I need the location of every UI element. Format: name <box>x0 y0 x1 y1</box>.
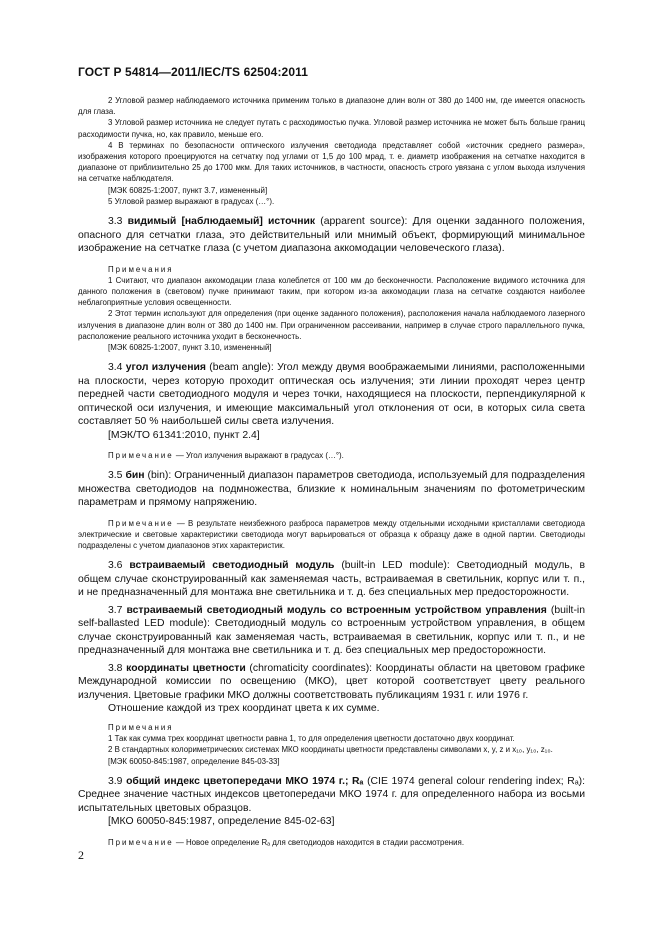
paragraph-text: — Угол излучения выражают в градусах (…°). <box>173 451 344 461</box>
paragraph <box>78 95 585 117</box>
term-definition <box>78 775 585 816</box>
note-label: Примечание <box>108 837 174 847</box>
paragraph-gap <box>78 207 585 215</box>
paragraph <box>78 744 585 755</box>
paragraph-text: [МЭК 60050-845:1987, определение 845-03-33] <box>108 756 280 766</box>
paragraph-text: (built-in self-ballasted LED module): Светодиодный модуль со встроенным устройством управления, в общем случае сконструированный как заменяемая часть, встраиваемая в светильник, корпус или т. п., и не предназначенный для монтажа вне светильника и т. д. без специальных мер предосторожности. <box>78 604 585 657</box>
term: встраиваемый светодиодный модуль со встроенным устройством управления <box>126 604 547 616</box>
page-header: ГОСТ Р 54814—2011/IEC/TS 62504:2011 <box>78 65 308 79</box>
paragraph <box>78 308 585 342</box>
paragraph-text: — Новое определение Rₐ для светодиодов находится в стадии рассмотрения. <box>173 837 465 847</box>
paragraph-text: (beam angle): Угол между двумя воображаемыми линиями, расположенными на плоскости, через которую проходит оптическая ось излучения; эти линии проходят через центр передней части светодиодного модуля и через точки, находящиеся на плоскости, перпендикулярной к оптической оси излучения, и имеющие максимальный угол отклонения от оси, в которых сила света составляет 50 % наибольшей силы света излучения. <box>78 362 585 428</box>
term: бин <box>125 470 145 482</box>
paragraph-text: 1 Так как сумма трех координат цветности равна 1, то для определения цветности достаточно двух координат. <box>108 734 515 744</box>
paragraph-gap <box>78 510 585 518</box>
paragraph <box>78 815 585 829</box>
paragraph <box>78 702 585 716</box>
paragraph-text: [МЭК 60825-1:2007, пункт 3.10, измененный] <box>108 342 272 352</box>
paragraph-text: (built-in LED module): Светодиодный модуль, в общем случае сконструированный как заменяемая часть, встраиваемая в светильник, корпус или т. п., и не предназначенный для монтажа вне светильника и т. д. без специальных мер предосторожности. <box>78 560 585 599</box>
note-label: Примечание <box>108 451 174 461</box>
paragraph <box>78 429 585 443</box>
term-definition <box>78 604 585 658</box>
paragraph-gap <box>78 353 585 361</box>
paragraph <box>78 185 585 196</box>
clause-number: 3.6 <box>108 560 130 572</box>
paragraph-text: (CIE 1974 general colour rendering index; Rₐ): Среднее значение частных индексов цветопередачи МКО 1974 г. для определенного набора из восьми испытательных цветовых образцов. <box>78 775 585 814</box>
term-definition <box>78 361 585 429</box>
paragraph <box>78 264 585 275</box>
clause-number: 3.8 <box>108 662 127 674</box>
term-definition <box>78 469 585 510</box>
paragraph <box>78 275 585 309</box>
paragraph-text: [МКО 60050-845:1987, определение 845-02-63] <box>108 816 335 828</box>
paragraph-text: (chromaticity coordinates): Координаты области на цветовом графике Международной комиссии по освещению (МКО), цвет которой соответствует цвету реального излучения. Цветовые графики МКО должны соответствовать публикациям 1931 г. или 1976 г. <box>78 662 585 701</box>
paragraph-text: Примечания <box>108 722 174 732</box>
term: встраиваемый светодиодный модуль <box>129 560 335 572</box>
term-definition <box>78 215 585 256</box>
document-body <box>78 95 585 848</box>
paragraph <box>78 722 585 733</box>
term: координаты цветности <box>126 662 246 674</box>
paragraph-gap <box>78 767 585 775</box>
paragraph <box>78 733 585 744</box>
note <box>78 450 585 461</box>
paragraph <box>78 140 585 185</box>
paragraph-text: 2 Этот термин используют для определения (при оценке заданного положения), расположения начала наблюдаемого лазерного излучения в диапазоне длин волн от 380 до 1400 нм. При ограниченном рассеивании, например в случае строго параллельного пучка, расположение реального источника уходит в бесконечность. <box>78 309 585 341</box>
paragraph-gap <box>78 442 585 450</box>
clause-number: 3.5 <box>108 470 126 482</box>
paragraph-text: 2 Угловой размер наблюдаемого источника применим только в диапазоне длин волн от 380 до 1400 нм, где имеется опасность для глаза. <box>78 96 585 117</box>
paragraph-text: 1 Считают, что диапазон аккомодации глаза колеблется от 100 мм до бесконечности. Расположение видимого источника для данного положения в (световом) пучке принимают таким, при котором из-за аккомодации глаза на сетчатке создаются наиболее неблагоприятные условия освещенности. <box>78 275 585 308</box>
paragraph <box>78 756 585 767</box>
clause-number: 3.4 <box>108 362 126 374</box>
page-number: 2 <box>78 848 84 862</box>
term-definition <box>78 662 585 703</box>
paragraph-text: (apparent source): Для оценки заданного положения, опасного для сетчатки глаза, это действительный или мнимый объект, формирующий минимальное изображение на сетчатке глаза (с учетом диапазона аккомодации человеческого глаза). <box>78 216 585 255</box>
paragraph <box>78 117 585 139</box>
paragraph-text: (bin): Ограниченный диапазон параметров светодиода, используемый для подразделения множества светодиодов на подмножества, близкие к номинальным значениям по фотометрическим параметрам и прямому напряжению. <box>78 470 585 509</box>
paragraph-gap <box>78 461 585 469</box>
paragraph-text: [МЭК/ТО 61341:2010, пункт 2.4] <box>108 429 260 441</box>
clause-number: 3.9 <box>108 775 127 787</box>
term: общий индекс цветопередачи МКО 1974 г.; Rₐ <box>126 775 364 787</box>
paragraph <box>78 342 585 353</box>
paragraph-text: 2 В стандартных колориметрических системах МКО координаты цветности представлены символами x, y, z и x₁₀, y₁₀, z₁₀. <box>108 745 553 755</box>
paragraph-text: Отношение каждой из трех координат цвета к их сумме. <box>108 703 380 715</box>
paragraph-gap <box>78 256 585 264</box>
clause-number: 3.7 <box>108 604 127 616</box>
term: угол излучения <box>125 362 206 374</box>
term: видимый [наблюдаемый] источник <box>127 216 316 228</box>
term-definition <box>78 559 585 600</box>
note-label: Примечание <box>108 518 174 528</box>
note <box>78 518 585 552</box>
paragraph-text: 4 В терминах по безопасности оптического излучения светодиода представляет собой «источник среднего размера», изображения которого проецируются на сетчатку под углами от 1,5 до 100 мрад, т. е. диаметр изображения на сетчатке находится в диапазоне от приблизительно 25 до 1700 мкм. Для таких источников, в частности, опасность строго увязана с углом выхода излучения на сетчатке наблюдателя. <box>78 140 585 184</box>
paragraph-gap <box>78 551 585 559</box>
paragraph <box>78 196 585 207</box>
paragraph-text: Примечания <box>108 264 174 274</box>
note <box>78 837 585 848</box>
paragraph-text: 5 Угловой размер выражают в градусах (…°). <box>108 196 275 206</box>
paragraph-text: — В результате неизбежного разброса параметров между отдельными исходными кристаллами светодиода электрические и световые характеристики светодиода могут варьироваться от образца к образцу даже в одной партии. Светодиоды подразделены с учетом диапазонов этих характеристик. <box>78 518 585 551</box>
clause-number: 3.3 <box>108 216 128 228</box>
paragraph-gap <box>78 829 585 837</box>
paragraph-text: [МЭК 60825-1:2007, пункт 3.7, измененный] <box>108 185 268 195</box>
paragraph-text: 3 Угловой размер источника не следует путать с расходимостью пучка. Угловой размер источника не может быть больше границ расходимости пучка, но, как правило, меньше его. <box>78 118 585 139</box>
